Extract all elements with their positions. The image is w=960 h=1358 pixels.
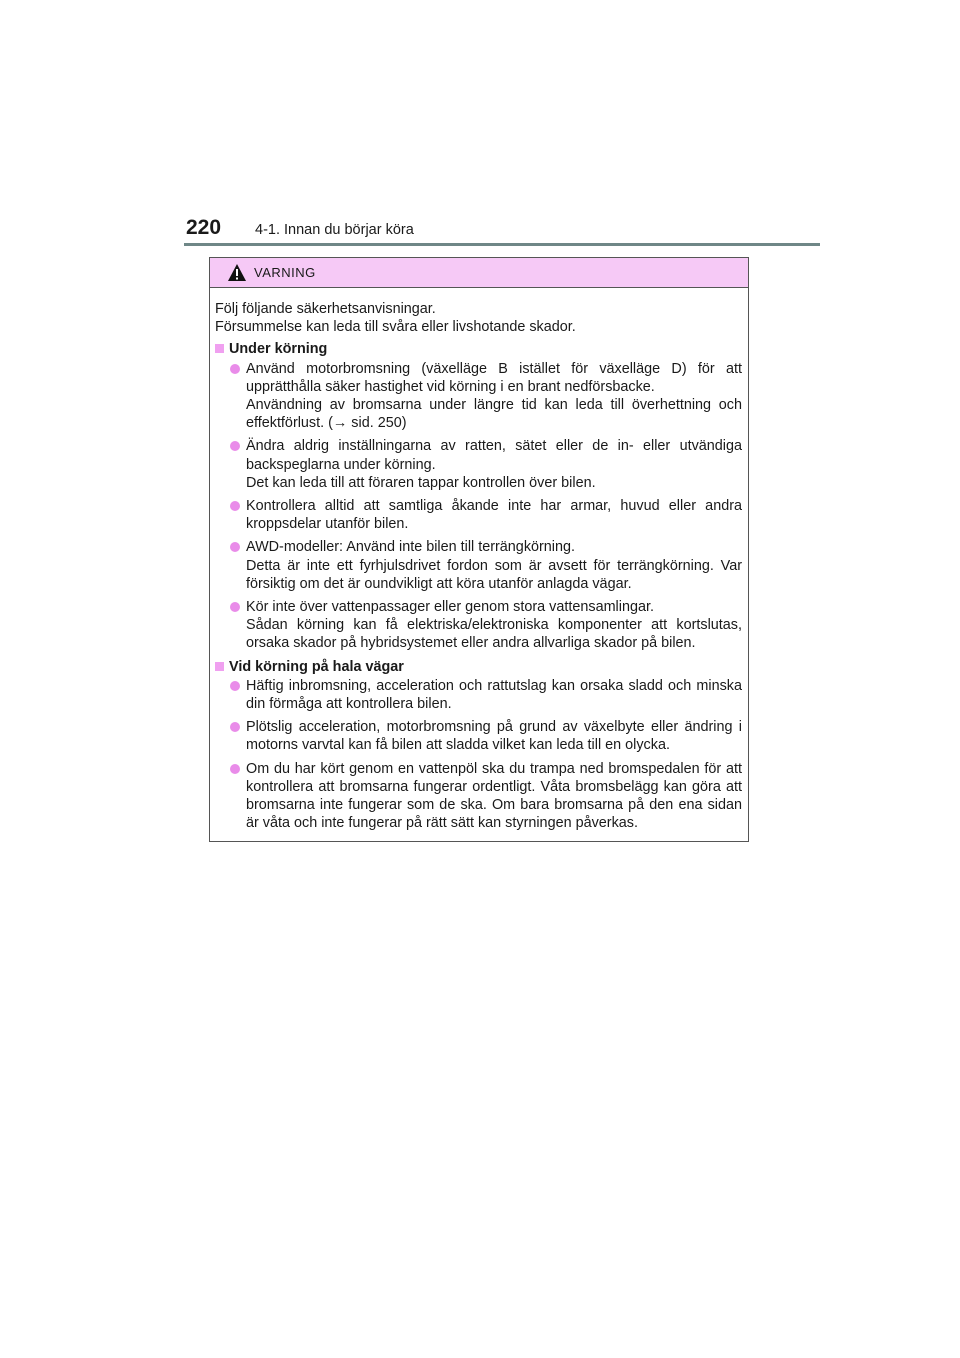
- bullet-dot-icon: [230, 764, 240, 774]
- list-item-text: [246, 760, 742, 833]
- bullet-dot-icon: [230, 501, 240, 511]
- list-item-text: [246, 360, 742, 433]
- list-item: [230, 598, 742, 653]
- section-heading-text: Under körning: [229, 341, 328, 358]
- list-item-paragraph: Häftig inbromsning, acceleration och rattutslag kan orsaka sladd och minska din förmåga att kontrollera bilen.: [246, 677, 742, 713]
- warning-sections: [215, 340, 742, 832]
- bullet-dot-icon: [230, 602, 240, 612]
- warning-header: [210, 258, 748, 288]
- warning-box: [209, 257, 749, 842]
- list-item: [230, 538, 742, 593]
- page-header: [184, 216, 820, 246]
- bullet-dot-icon: [230, 681, 240, 691]
- list-item-text: [246, 538, 742, 593]
- list-item: [230, 760, 742, 833]
- page-number: 220: [186, 216, 222, 239]
- list-item: [230, 497, 742, 533]
- list-item: [230, 677, 742, 713]
- list-item-text: [246, 677, 742, 713]
- list-item: [230, 360, 742, 433]
- list-item-text: [246, 497, 742, 533]
- list-item-paragraph: Sådan körning kan få elektriska/elektroniska komponenter att kortslutas, orsaka skador på hybridsystemet eller andra allvarliga skador på bilen.: [246, 617, 742, 652]
- warning-label: VARNING: [254, 265, 316, 280]
- list-item-paragraph: Det kan leda till att föraren tappar kontrollen över bilen.: [246, 474, 596, 491]
- warning-intro: [215, 300, 742, 336]
- warning-triangle-icon: [227, 263, 247, 282]
- list-item-paragraph: Om du har kört genom en vattenpöl ska du trampa ned bromspedalen för att kontrollera att bromsarna fungerar ordentligt. Våta bromsbelägg kan göra att bromsarna inte fungerar som de ska. Om bara bromsarna på den ena sidan är våta och inte fungerar på rätt sätt kan styrningen påverkas.: [246, 760, 742, 832]
- list-item-paragraph: Kör inte över vattenpassager eller genom stora vattensamlingar.: [246, 599, 654, 616]
- list-item-paragraph: Använd motorbromsning (växelläge B istället för växelläge D) för att upprätthålla säker hastighet vid körning i en brant nedförsbacke.: [246, 360, 742, 395]
- list-item-paragraph: AWD-modeller: Använd inte bilen till terrängkörning.: [246, 539, 576, 556]
- section-heading-text: Vid körning på hala vägar: [229, 658, 404, 675]
- warning-body: [210, 288, 748, 832]
- list-item-paragraph: Kontrollera alltid att samtliga åkande inte har armar, huvud eller andra kroppsdelar utanför bilen.: [246, 498, 742, 533]
- list-item-paragraph: Detta är inte ett fyrhjulsdrivet fordon som är avsett för terrängkörning. Var försiktig om det är oundvikligt att köra utanför anlagda vägar.: [246, 557, 742, 592]
- section-heading: [215, 340, 742, 358]
- intro-line: Följ följande säkerhetsanvisningar.: [215, 301, 436, 317]
- bullet-dot-icon: [230, 542, 240, 552]
- bullet-dot-icon: [230, 722, 240, 732]
- list-item-text: [246, 437, 742, 492]
- bullet-dot-icon: [230, 364, 240, 374]
- header-rule: [184, 243, 820, 246]
- section-title: 4-1. Innan du börjar köra: [255, 222, 414, 238]
- list-item-text: [246, 718, 742, 754]
- section-heading: [215, 658, 742, 676]
- list-item-text: [246, 598, 742, 653]
- intro-line: Försummelse kan leda till svåra eller livshotande skador.: [215, 319, 576, 336]
- list-item-paragraph: Användning av bromsarna under längre tid kan leda till överhettning och effektförlust. (→ sid. 250): [246, 397, 742, 432]
- bullet-dot-icon: [230, 441, 240, 451]
- list-item: [230, 718, 742, 754]
- list-item-paragraph: Ändra aldrig inställningarna av ratten, sätet eller de in- eller utvändiga backspeglarna under körning.: [246, 438, 742, 473]
- square-bullet-icon: [215, 662, 224, 671]
- list-item-paragraph: Plötslig acceleration, motorbromsning på grund av växelbyte eller ändring i motorns varvtal kan få bilen att sladda vilket kan leda till en olycka.: [246, 719, 742, 754]
- list-item: [230, 437, 742, 492]
- square-bullet-icon: [215, 344, 224, 353]
